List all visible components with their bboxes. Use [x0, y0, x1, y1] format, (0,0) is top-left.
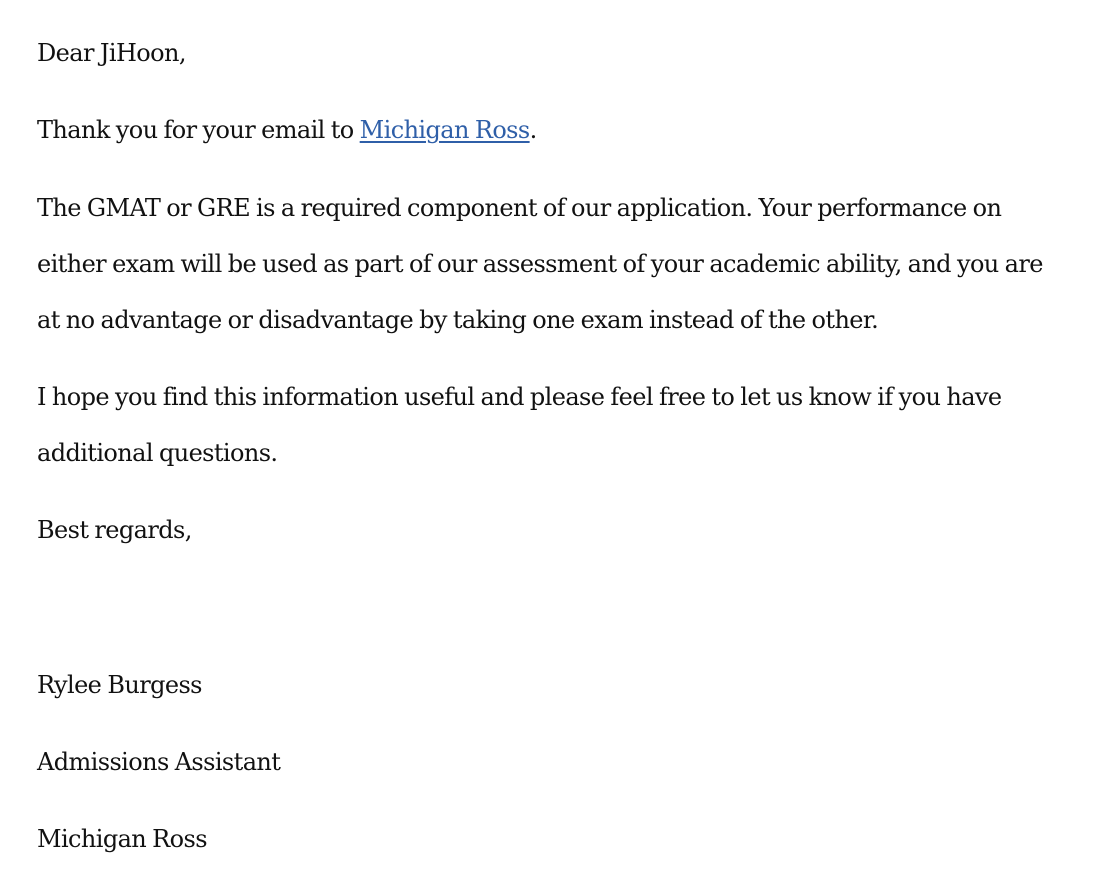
signature-organization: Michigan Ross [37, 825, 207, 853]
thanks-paragraph [37, 115, 537, 145]
exam-paragraph-line-2: either exam will be used as part of our assessment of your academic ability, and you are [37, 250, 1043, 278]
closing-paragraph-line-1: I hope you find this information useful and please feel free to let us know if you have [37, 383, 1002, 411]
thanks-text: Thank you for your email to [37, 116, 360, 144]
exam-paragraph-line-3: at no advantage or disadvantage by taking one exam instead of the other. [37, 306, 879, 334]
signoff: Best regards, [37, 516, 192, 544]
michigan-ross-link[interactable]: Michigan Ross [359, 116, 530, 144]
exam-paragraph-line-1: The GMAT or GRE is a required component of our application. Your performance on [37, 194, 1002, 222]
thanks-period: . [529, 116, 537, 144]
greeting: Dear JiHoon, [37, 39, 186, 67]
closing-paragraph-line-2: additional questions. [37, 439, 278, 467]
signature-name: Rylee Burgess [37, 671, 202, 699]
signature-title: Admissions Assistant [37, 748, 281, 776]
